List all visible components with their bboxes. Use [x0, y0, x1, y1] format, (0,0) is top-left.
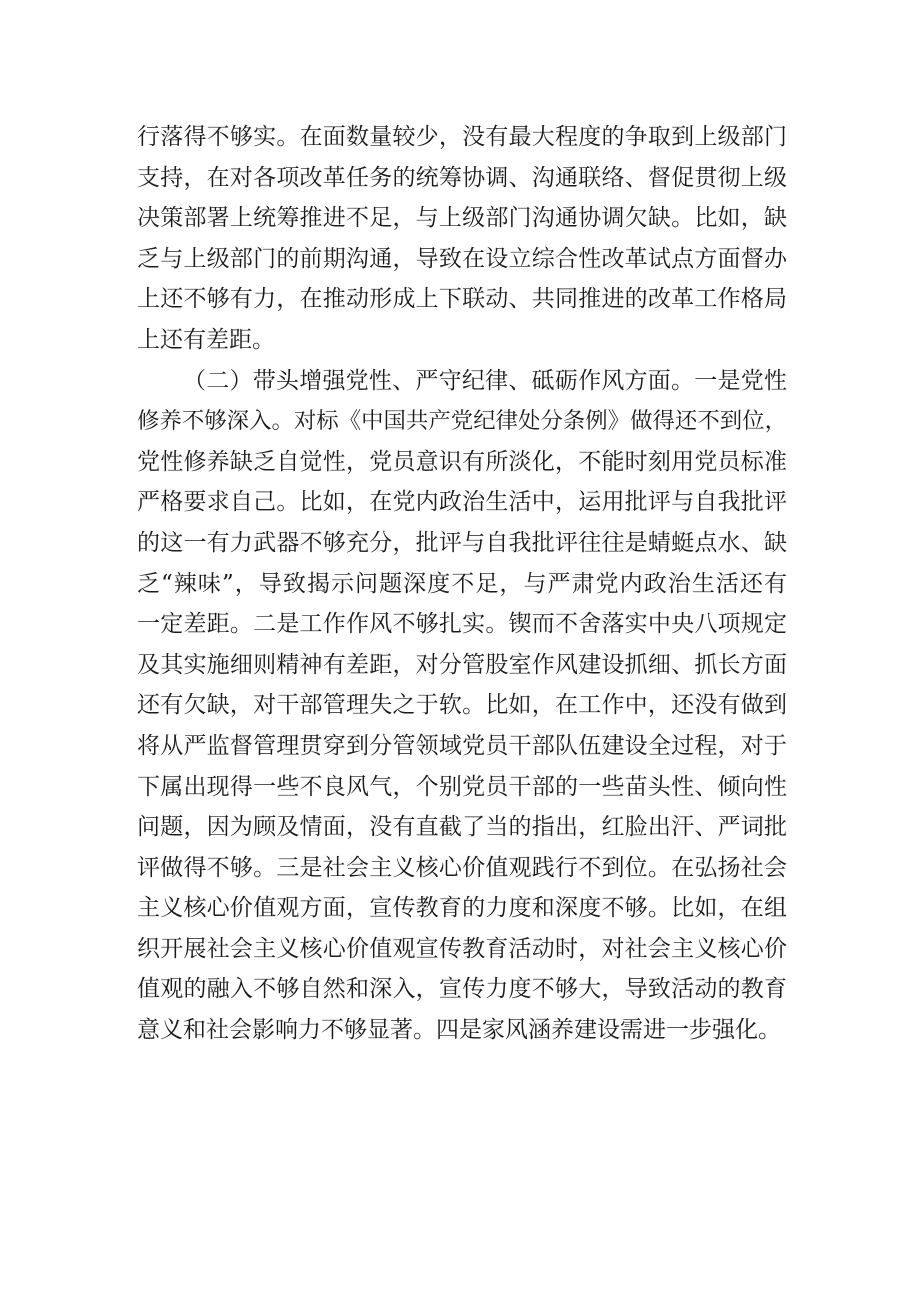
text-line: 上还不够有力，在推动形成上下联动、共同推进的改革工作格局	[137, 286, 787, 313]
text-line: 还有欠缺，对干部管理失之于软。比如，在工作中，还没有做到	[137, 692, 787, 719]
text-line: 一定差距。二是工作作风不够扎实。锲而不舍落实中央八项规定	[137, 611, 787, 638]
text-line: 将从严监督管理贯穿到分管领域党员干部队伍建设全过程，对于	[137, 732, 787, 759]
text-line: 党性修养缺乏自觉性，党员意识有所淡化，不能时刻用党员标准	[137, 448, 787, 475]
text-line: 上还有差距。	[137, 326, 275, 353]
text-line: 支持，在对各项改革任务的统筹协调、沟通联络、督促贯彻上级	[137, 164, 787, 191]
body-text	[137, 117, 787, 1051]
text-line: 织开展社会主义核心价值观宣传教育活动时，对社会主义核心价	[137, 935, 787, 962]
text-line: 严格要求自己。比如，在党内政治生活中，运用批评与自我批评	[137, 489, 787, 516]
text-line: 行落得不够实。在面数量较少，没有最大程度的争取到上级部门	[137, 124, 787, 150]
text-line: 乏与上级部门的前期沟通，导致在设立综合性改革试点方面督办	[137, 245, 787, 272]
text-line: 的这一有力武器不够充分，批评与自我批评往往是蜻蜓点水、缺	[137, 529, 787, 556]
text-line: 决策部署上统筹推进不足，与上级部门沟通协调欠缺。比如，缺	[137, 205, 787, 232]
text-line: 评做得不够。三是社会主义核心价值观践行不到位。在弘扬社会	[137, 854, 787, 881]
text-line: 问题，因为顾及情面，没有直截了当的指出，红脸出汗、严词批	[137, 814, 787, 841]
text-line: （二）带头增强党性、严守纪律、砥砺作风方面。一是党性	[183, 367, 787, 394]
text-line: 主义核心价值观方面，宣传教育的力度和深度不够。比如，在组	[137, 895, 787, 922]
text-line: 修养不够深入。对标《中国共产党纪律处分条例》做得还不到位，	[137, 408, 787, 435]
paragraph-2	[137, 361, 787, 1051]
text-line: 下属出现得一些不良风气，个别党员干部的一些苗头性、倾向性	[137, 773, 787, 800]
text-line: 及其实施细则精神有差距，对分管股室作风建设抓细、抓长方面	[137, 651, 787, 678]
paragraph-1	[137, 117, 787, 361]
text-line: 值观的融入不够自然和深入，宣传力度不够大，导致活动的教育	[137, 976, 787, 1003]
text-line: 乏“辣味”，导致揭示问题深度不足，与严肃党内政治生活还有	[137, 570, 787, 597]
text-line: 意义和社会影响力不够显著。四是家风涵养建设需进一步强化。	[137, 1017, 781, 1044]
